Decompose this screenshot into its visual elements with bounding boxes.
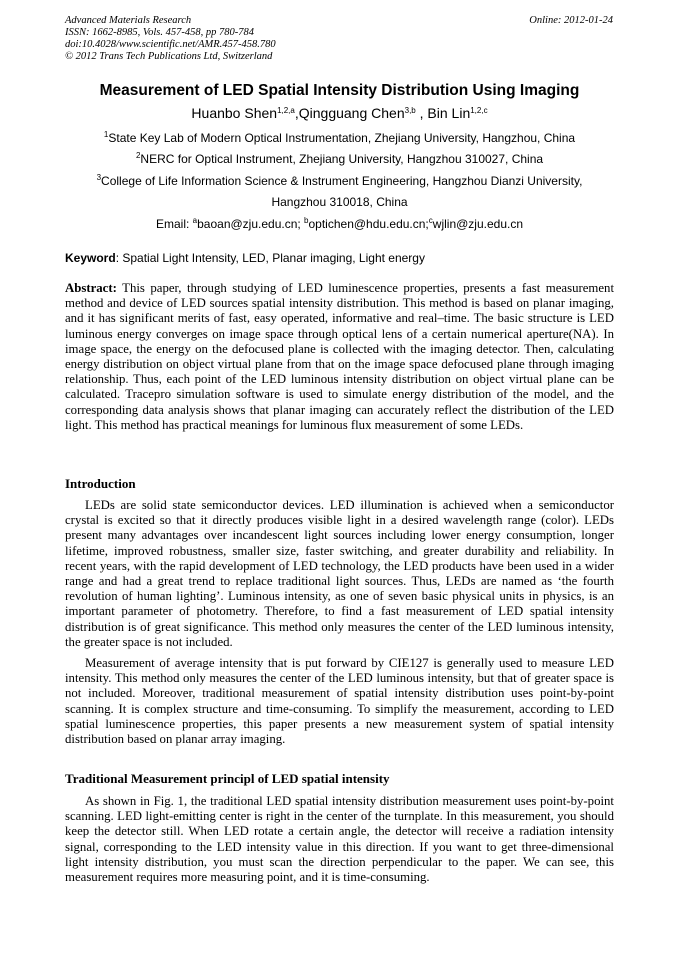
doi-line: doi:10.4028/www.scientific.net/AMR.457-458.780 — [65, 39, 276, 50]
traditional-paragraph-1: As shown in Fig. 1, the traditional LED spatial intensity distribution measurement uses point-by-point scanning. LED light-emitting center is right in the center of the turnplate. In this measurement, you should keep the detector still. When LED rotate a certain angle, the detector will receive a radiation intensity signal, corresponding to the LED intensity value in this direction. If you want to get three-dimensional light intensity distribution, you must scan the direction perpendicular to the paper. We can see, this measurement requires more measuring point, and it is time-consuming. — [65, 794, 614, 885]
affiliation-1 — [65, 131, 614, 146]
affiliation-marker: 1 — [103, 130, 109, 139]
author-name: Huanbo Shen — [191, 105, 278, 121]
affiliation-3 — [65, 174, 614, 189]
keyword-label: Keyword — [65, 251, 116, 265]
author-affiliation-marker: 1,2,a — [277, 106, 295, 115]
email-marker: a — [192, 216, 198, 225]
section-heading-introduction: Introduction — [65, 476, 136, 491]
email-address: wjlin@zju.edu.cn — [432, 217, 524, 231]
affiliation-text: State Key Lab of Modern Optical Instrumentation, Zhejiang University, Hangzhou, China — [108, 131, 576, 145]
online-date: Online: 2012-01-24 — [529, 15, 613, 26]
affiliation-marker: 3 — [96, 173, 102, 182]
keywords — [65, 251, 614, 266]
email-address: baoan@zju.edu.cn; — [197, 217, 305, 231]
affiliation-marker: 2 — [135, 151, 141, 160]
email-marker: c — [428, 216, 433, 225]
abstract — [65, 281, 614, 433]
author-name: , Bin Lin — [415, 105, 471, 121]
email-address: optichen@hdu.edu.cn; — [308, 217, 429, 231]
affiliation-2 — [65, 152, 614, 167]
abstract-text: This paper, through studying of LED luminescence properties, presents a fast measurement method and device of LED sources spatial intensity distribution. This method is based on planar imaging, and it has significant merits of fast, easy operated, informative and real–time. The basic structure is LED luminous energy converges on image space through optical lens of a certain numerical aperture(NA). In image space, the energy on the defocused plane is collected with the imaging detector. Then, calculating energy distribution on object virtual plane from that on the image space defocused plane through imaging relationship. Thus, each point of the LED luminous intensity distribution on object virtual plane can be calculated. Tracepro simulation software is used to simulate energy distribution of the model, and the corresponding data analysis shows that planar imaging can accurately reflect the distribution of the LED light. This method has practical meanings for luminous flux measurement of some LEDs. — [65, 281, 614, 432]
author-name: ,Qingguang Chen — [294, 105, 405, 121]
email-marker: b — [304, 216, 309, 225]
author-affiliation-marker: 1,2,c — [470, 106, 488, 115]
intro-paragraph-2: Measurement of average intensity that is put forward by CIE127 is generally used to measure LED intensity. This method only measures the center of the LED luminous intensity, but that of greater space is not included. Moreover, traditional measurement of spatial intensity distribution uses point-by-point scanning. It is complex structure and time-consuming. To simplify the measurement, according to LED spatial luminescence properties, this paper presents a new measurement system of spatial intensity distribution based on planar array imaging. — [65, 656, 614, 747]
abstract-label: Abstract: — [65, 281, 117, 295]
issn-line: ISSN: 1662-8985, Vols. 457-458, pp 780-784 — [65, 27, 254, 38]
email-label: Email: — [155, 217, 193, 231]
affiliation-text: NERC for Optical Instrument, Zhejiang University, Hangzhou 310027, China — [140, 152, 544, 166]
author-affiliation-marker: 3,b — [404, 106, 416, 115]
keyword-list: : Spatial Light Intensity, LED, Planar imaging, Light energy — [115, 251, 425, 265]
copyright-line: © 2012 Trans Tech Publications Ltd, Switzerland — [65, 51, 273, 62]
paper-title: Measurement of LED Spatial Intensity Distribution Using Imaging — [99, 82, 580, 99]
journal-header — [65, 15, 276, 63]
affiliation-text: College of Life Information Science & Instrument Engineering, Hangzhou Dianzi University, — [101, 174, 583, 188]
section-heading-traditional: Traditional Measurement principl of LED spatial intensity — [65, 771, 390, 786]
journal-name: Advanced Materials Research — [65, 15, 192, 26]
affiliation-3-city: Hangzhou 310018, China — [271, 195, 408, 209]
author-line — [65, 104, 614, 122]
email-line — [65, 217, 614, 232]
intro-paragraph-1: LEDs are solid state semiconductor devices. LED illumination is achieved when a semiconductor crystal is excited so that it directly produces visible light in a desired wavelength range (color). LEDs present many advantages over incandescent light sources including lower energy consumption, longer lifetime, improved robustness, smaller size, faster switching, and greater durability and reliability. In recent years, with the rapid development of LED technology, the LED products have been used in a wider range and had a great trend to replace traditional light sources. Thus, LEDs are named as ‘the fourth revolution of human lighting’. Luminous intensity, as one of seven basic physical units in physics, is an important parameter of photometry. Therefore, to find a fast measurement of LED spatial intensity distribution is of great significance. This method only measures the center of the LED luminous intensity, the greater space is not included. — [65, 498, 614, 649]
